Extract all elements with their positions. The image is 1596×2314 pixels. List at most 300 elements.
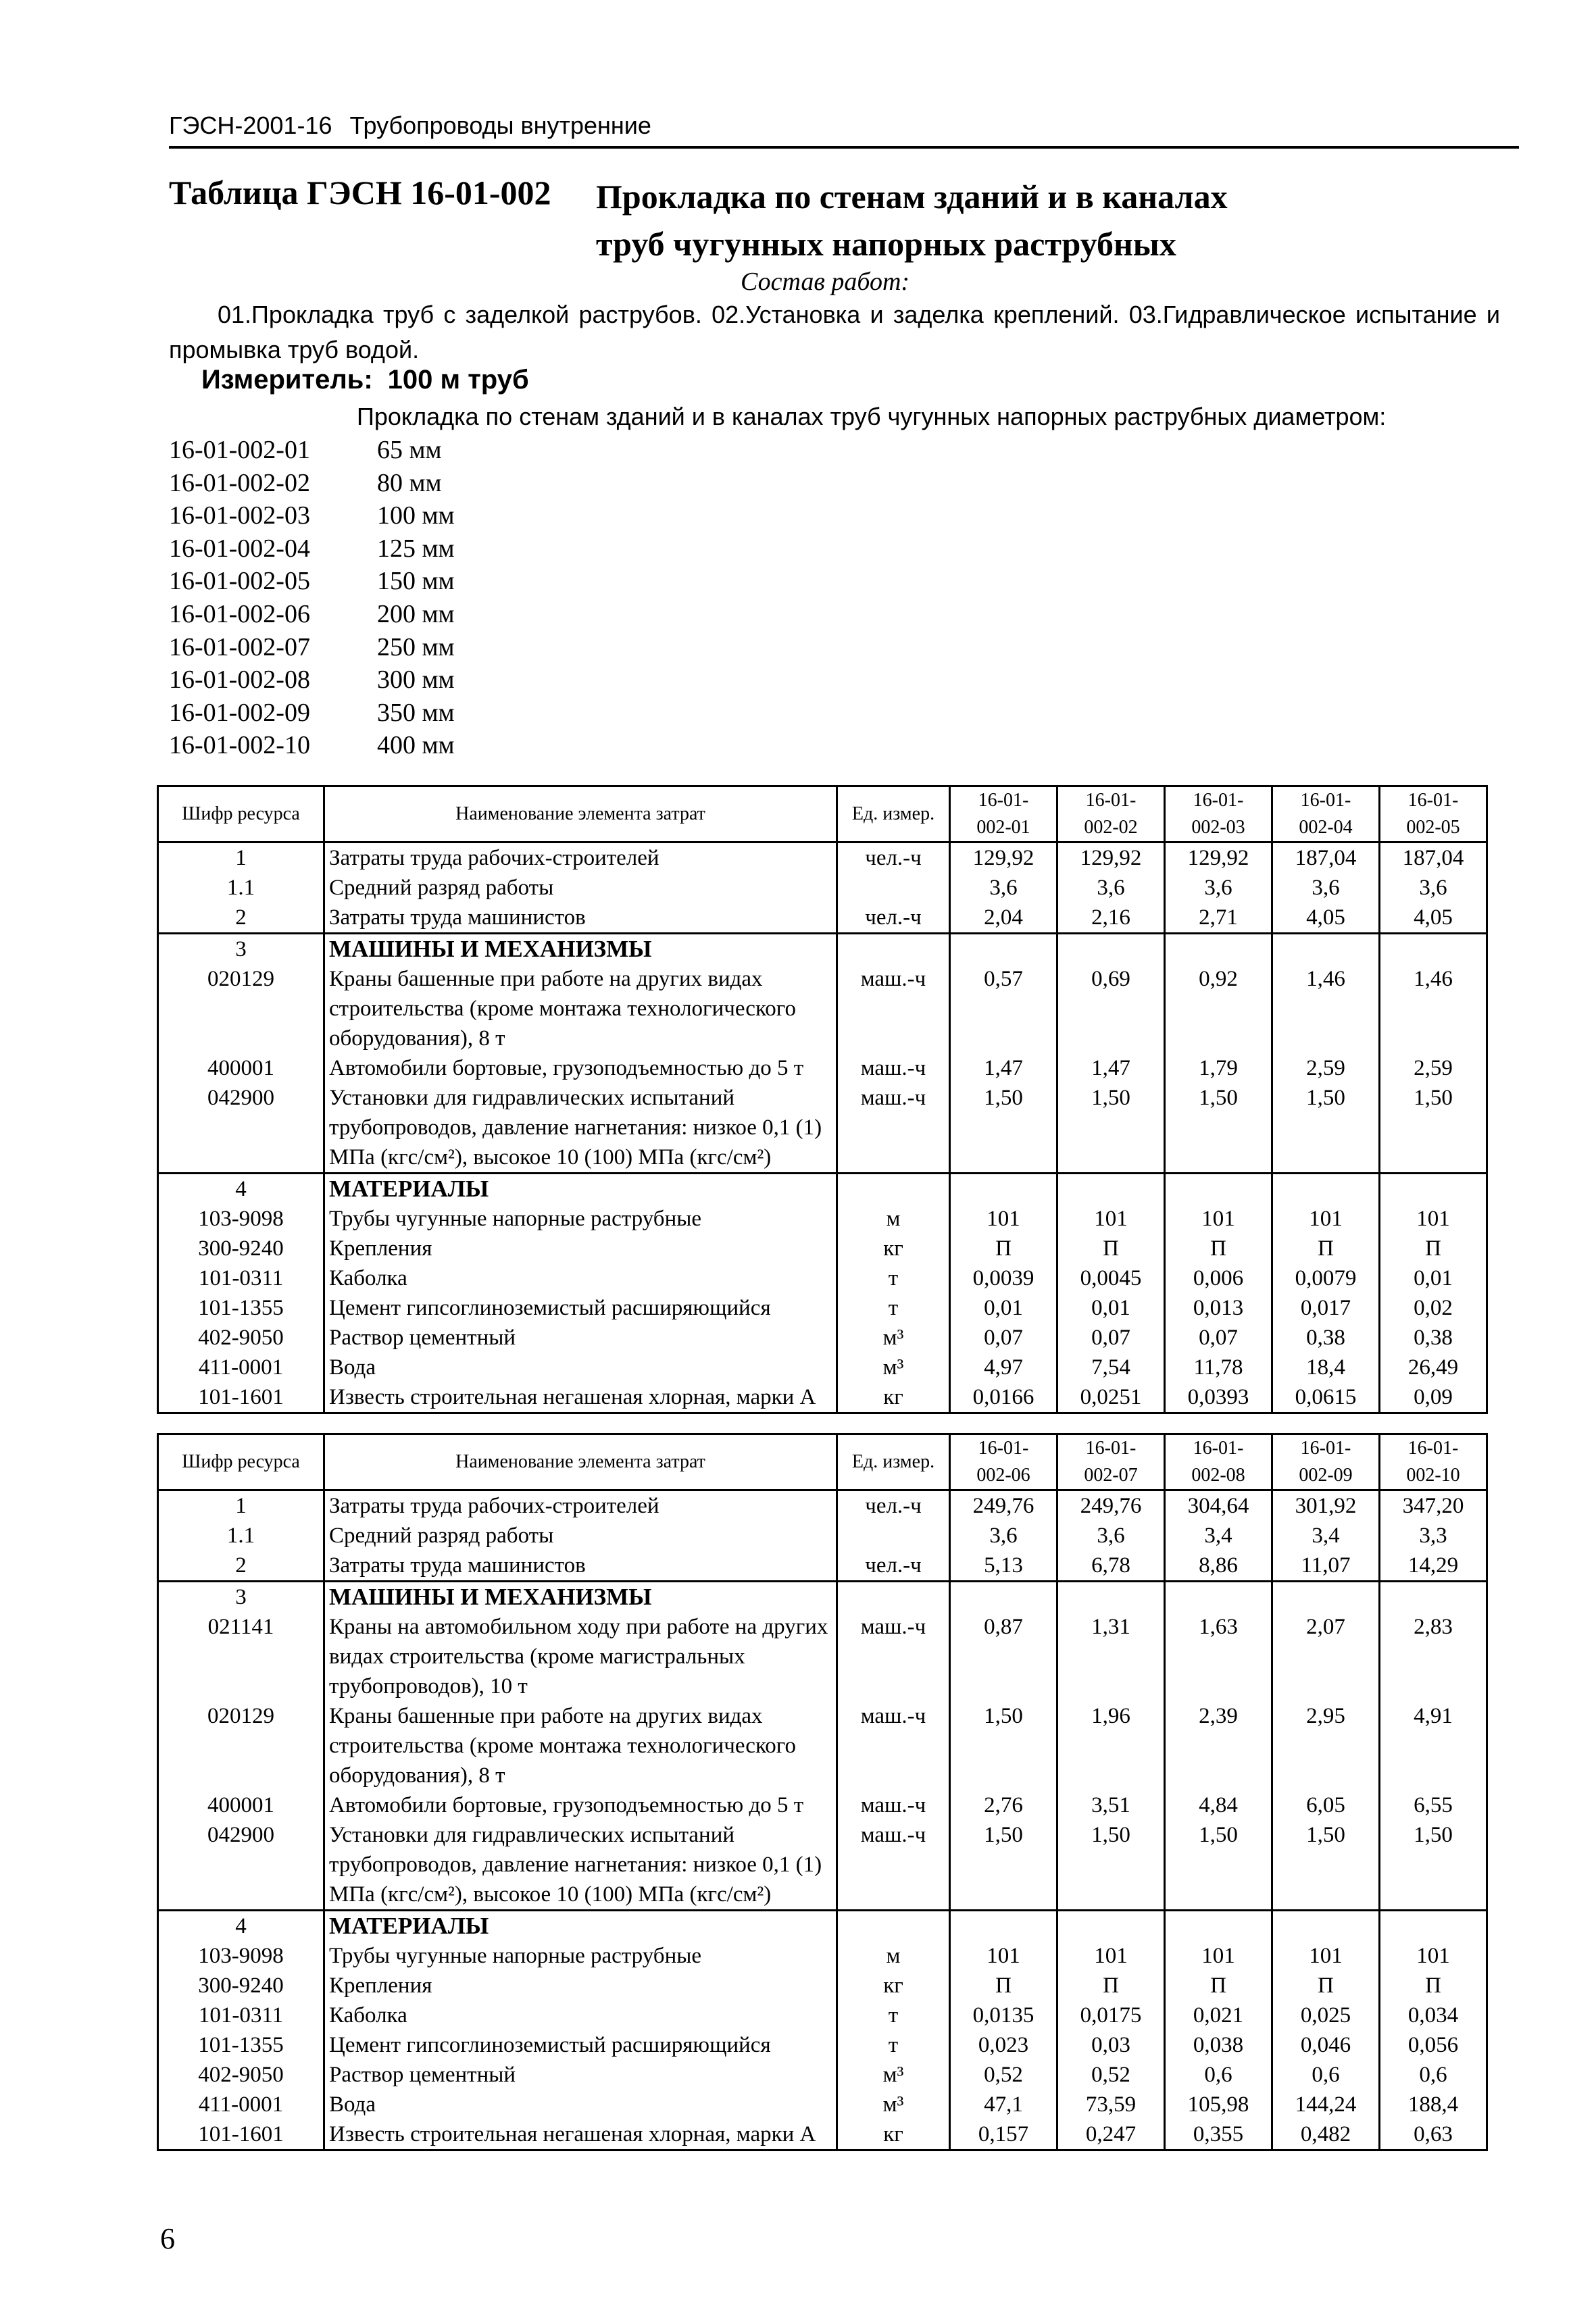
col-header-code: Шифр ресурса [158,1434,324,1490]
norm-value: П [1272,1234,1380,1263]
norm-value: 4,97 [950,1353,1057,1382]
cost-element-name: Каболка [324,2001,837,2030]
norm-code: 16-01-002-02 [169,468,310,497]
cost-element-name: Затраты труда машинистов [324,903,837,934]
norm-value: 0,056 [1380,2030,1487,2060]
norm-value [1380,1911,1487,1942]
norm-value: 1,47 [950,1053,1057,1083]
norm-value: 129,92 [1057,842,1165,874]
norm-value: 188,4 [1380,2090,1487,2119]
norm-value: 0,0135 [950,2001,1057,2030]
norm-value: 3,6 [1272,873,1380,903]
norm-value: 3,6 [1057,873,1165,903]
table-row [158,873,1487,903]
measure-value: 100 м труб [387,365,529,395]
code-list-item [169,467,455,500]
cost-element-name: Крепления [324,1971,837,2001]
cost-element-name: Затраты труда машинистов [324,1551,837,1582]
table-row [158,2001,1487,2030]
norm-value: 0,247 [1057,2119,1165,2150]
section-row [158,1911,1487,1942]
norm-value: 3,4 [1165,1521,1272,1551]
norm-value [950,1911,1057,1942]
norm-value: П [1165,1234,1272,1263]
resource-code: 103-9098 [158,1941,324,1971]
cost-element-name: Затраты труда рабочих-строителей [324,842,837,874]
unit: м³ [837,2060,950,2090]
unit: маш.-ч [837,1612,950,1701]
resource-code: 400001 [158,1053,324,1083]
resource-code: 020129 [158,964,324,1053]
norm-value: 0,52 [950,2060,1057,2090]
norm-value [1165,1911,1272,1942]
norm-value: 1,47 [1057,1053,1165,1083]
measure-line [201,365,529,395]
norm-code-part: 16-01- [1300,1438,1351,1459]
norm-code: 16-01-002-05 [169,567,310,596]
norm-value: 1,50 [1272,1083,1380,1174]
unit: кг [837,1971,950,2001]
section-row [158,1582,1487,1613]
table-row [158,1293,1487,1323]
cost-element-name: Трубы чугунные напорные раструбные [324,1941,837,1971]
norm-value: 2,59 [1272,1053,1380,1083]
norm-value: 0,6 [1380,2060,1487,2090]
cost-element-name: Вода [324,2090,837,2119]
resource-code: 2 [158,1551,324,1582]
norm-value: 0,07 [1057,1323,1165,1353]
norm-value: 129,92 [950,842,1057,874]
norm-value: 0,482 [1272,2119,1380,2150]
norm-value: 304,64 [1165,1490,1272,1521]
norm-value [1057,1582,1165,1613]
table-row [158,1234,1487,1263]
resource-code: 042900 [158,1820,324,1911]
norm-value: 73,59 [1057,2090,1165,2119]
norm-value: 6,55 [1380,1790,1487,1820]
resource-code: 042900 [158,1083,324,1174]
norm-value [1057,1174,1165,1205]
norm-value: 4,84 [1165,1790,1272,1820]
norm-code: 16-01-002-04 [169,534,310,563]
norm-value: 0,01 [1380,1263,1487,1293]
running-header-code: ГЭСН-2001-16 [169,111,332,139]
norm-value [950,934,1057,965]
cost-element-name: Крепления [324,1234,837,1263]
norm-value: 0,38 [1380,1323,1487,1353]
work-composition-text: 01.Прокладка труб с заделкой раструбов. 02.Установка и заделка креплений. 03.Гидравлическое испытание и промывка труб водой. [169,301,1500,363]
norm-value: П [950,1971,1057,2001]
table-row [158,1551,1487,1582]
cost-element-name: Автомобили бортовые, грузоподъемностью до 5 т [324,1790,837,1820]
unit: маш.-ч [837,1820,950,1911]
norm-value: 0,6 [1165,2060,1272,2090]
norm-code: 16-01-002-09 [169,698,310,727]
table-row [158,964,1487,1053]
title-line: труб чугунных напорных раструбных [596,225,1176,263]
code-list-item [169,499,455,532]
norm-code: 16-01-002-08 [169,665,310,695]
unit: т [837,1293,950,1323]
norm-value: 7,54 [1057,1353,1165,1382]
resource-code: 4 [158,1911,324,1942]
norm-value: 2,95 [1272,1701,1380,1790]
norm-value: 2,16 [1057,903,1165,934]
norm-value: 0,157 [950,2119,1057,2150]
norm-value [1272,1582,1380,1613]
table-row [158,2060,1487,2090]
resource-code: 101-1355 [158,1293,324,1323]
norm-code-list [169,434,455,762]
norm-value: 101 [1057,1941,1165,1971]
norm-value [1380,1174,1487,1205]
resource-code: 101-1355 [158,2030,324,2060]
norm-value: 105,98 [1165,2090,1272,2119]
col-header-norm [1272,786,1380,842]
unit: м [837,1941,950,1971]
cost-element-name: Известь строительная негашеная хлорная, марки А [324,1382,837,1413]
norm-value: 0,046 [1272,2030,1380,2060]
section-row [158,934,1487,965]
norm-value: 3,4 [1272,1521,1380,1551]
col-header-name: Наименование элемента затрат [324,786,837,842]
norm-value: 1,46 [1272,964,1380,1053]
cost-element-name: Установки для гидравлических испытаний трубопроводов, давление нагнетания: низкое 0,1 (1) МПа (кгс/см²), высокое 10 (100) МПа (кгс/см²) [324,1083,837,1174]
norm-value: 0,07 [950,1323,1057,1353]
norm-value: 3,51 [1057,1790,1165,1820]
resource-code: 1.1 [158,873,324,903]
resource-code: 3 [158,1582,324,1613]
cost-element-name: МАШИНЫ И МЕХАНИЗМЫ [324,934,837,965]
norm-value: 0,92 [1165,964,1272,1053]
cost-element-name: Цемент гипсоглиноземистый расширяющийся [324,2030,837,2060]
norm-value: 0,38 [1272,1323,1380,1353]
table-row [158,842,1487,874]
norm-code-part: 16-01- [1407,790,1459,811]
norm-value: 3,6 [950,873,1057,903]
norm-value: 3,3 [1380,1521,1487,1551]
cost-element-name: МАШИНЫ И МЕХАНИЗМЫ [324,1582,837,1613]
resource-code: 2 [158,903,324,934]
resource-code: 103-9098 [158,1204,324,1234]
norm-value: 0,021 [1165,2001,1272,2030]
table-row [158,1204,1487,1234]
norm-code-part: 002-08 [1191,1465,1245,1486]
unit [837,873,950,903]
unit: маш.-ч [837,1701,950,1790]
norm-value: 1,50 [1165,1820,1272,1911]
norm-value: 0,017 [1272,1293,1380,1323]
resource-code: 300-9240 [158,1234,324,1263]
norm-value: 11,07 [1272,1551,1380,1582]
pipe-diameter: 150 мм [377,567,455,596]
running-header-section: Трубопроводы внутренние [349,111,651,139]
norm-value: 0,025 [1272,2001,1380,2030]
table-row [158,1353,1487,1382]
table-row [158,1521,1487,1551]
table-row [158,1053,1487,1083]
resource-code: 021141 [158,1612,324,1701]
cost-element-name: МАТЕРИАЛЫ [324,1174,837,1205]
norm-value: 0,0393 [1165,1382,1272,1413]
norm-value: 1,50 [1380,1820,1487,1911]
norm-code-part: 002-09 [1299,1465,1353,1486]
table-row [158,1820,1487,1911]
norm-value: 0,01 [1057,1293,1165,1323]
resource-code: 3 [158,934,324,965]
norm-code: 16-01-002-10 [169,731,310,760]
cost-element-name: Каболка [324,1263,837,1293]
norm-value: 0,0251 [1057,1382,1165,1413]
norm-value: 3,6 [1165,873,1272,903]
cost-element-name: Трубы чугунные напорные раструбные [324,1204,837,1234]
cost-element-name: Краны башенные при работе на других видах строительства (кроме монтажа технологического оборудования), 8 т [324,1701,837,1790]
unit: м³ [837,1353,950,1382]
norm-value: 301,92 [1272,1490,1380,1521]
unit [837,1174,950,1205]
cost-element-name: Краны башенные при работе на других видах строительства (кроме монтажа технологического оборудования), 8 т [324,964,837,1053]
norm-value: 2,39 [1165,1701,1272,1790]
norm-value: 11,78 [1165,1353,1272,1382]
work-composition-heading: Состав работ: [741,268,910,296]
cost-element-name: Цемент гипсоглиноземистый расширяющийся [324,1293,837,1323]
norm-value: 2,04 [950,903,1057,934]
col-header-norm [1057,1434,1165,1490]
norm-value: 0,87 [950,1612,1057,1701]
resource-code: 020129 [158,1701,324,1790]
cost-element-name: Раствор цементный [324,2060,837,2090]
norm-value [1057,934,1165,965]
norm-value: 1,50 [950,1820,1057,1911]
resource-code: 402-9050 [158,2060,324,2090]
norm-value: 3,6 [1380,873,1487,903]
norm-value [1272,1911,1380,1942]
norm-value [1272,1174,1380,1205]
norm-value: П [1380,1234,1487,1263]
norm-value: 47,1 [950,2090,1057,2119]
norm-value: П [1272,1971,1380,2001]
norm-value: 26,49 [1380,1353,1487,1382]
norm-value: 2,76 [950,1790,1057,1820]
unit: м³ [837,1323,950,1353]
cost-table-2 [157,1433,1488,2151]
norm-code: 16-01-002-01 [169,436,310,464]
running-header [169,111,1520,140]
code-list-item [169,663,455,697]
unit: чел.-ч [837,842,950,874]
unit: т [837,2030,950,2060]
norm-code-part: 002-07 [1084,1465,1138,1486]
norm-value: 129,92 [1165,842,1272,874]
norm-value: 0,0039 [950,1263,1057,1293]
norm-value: 1,50 [1057,1083,1165,1174]
col-header-norm [1380,1434,1487,1490]
cost-element-name: Средний разряд работы [324,1521,837,1551]
norm-code-part: 16-01- [1193,790,1244,811]
table-row [158,903,1487,934]
table-row [158,1323,1487,1353]
norm-value: 1,50 [950,1083,1057,1174]
table-row [158,1612,1487,1701]
unit: маш.-ч [837,1053,950,1083]
norm-value: 1,50 [950,1701,1057,1790]
pipe-diameter: 100 мм [377,501,455,530]
norm-value: П [1057,1971,1165,2001]
norm-value: 2,83 [1380,1612,1487,1701]
unit: т [837,1263,950,1293]
norm-value: 101 [1165,1941,1272,1971]
norm-value: 187,04 [1380,842,1487,874]
norm-value: 0,6 [1272,2060,1380,2090]
unit: м [837,1204,950,1234]
norm-code-part: 16-01- [1407,1438,1459,1459]
table-row [158,1971,1487,2001]
norm-value: 0,03 [1057,2030,1165,2060]
table-row [158,1083,1487,1174]
cost-element-name: Установки для гидравлических испытаний трубопроводов, давление нагнетания: низкое 0,1 (1) МПа (кгс/см²), высокое 10 (100) МПа (кгс/см²) [324,1820,837,1911]
col-header-unit: Ед. измер. [837,1434,950,1490]
norm-value: 0,07 [1165,1323,1272,1353]
norm-code: 16-01-002-07 [169,632,310,661]
pipe-diameter: 200 мм [377,599,455,628]
norm-code-part: 002-05 [1406,817,1460,838]
norm-value: 0,0166 [950,1382,1057,1413]
code-list-item [169,565,455,598]
norm-value: 0,69 [1057,964,1165,1053]
norm-code-part: 002-01 [976,817,1030,838]
norm-value: 0,0615 [1272,1382,1380,1413]
norm-value: П [1380,1971,1487,2001]
norm-value: 0,006 [1165,1263,1272,1293]
norm-value: 101 [950,1941,1057,1971]
cost-table-1 [157,785,1488,1414]
unit: чел.-ч [837,903,950,934]
norm-value: 0,02 [1380,1293,1487,1323]
table-row [158,2119,1487,2150]
unit: м³ [837,2090,950,2119]
diameter-intro: Прокладка по стенам зданий и в каналах труб чугунных напорных раструбных диаметром: [357,403,1387,430]
norm-value [1380,1582,1487,1613]
cost-element-name: Вода [324,1353,837,1382]
cost-element-name: Раствор цементный [324,1323,837,1353]
norm-value: 1,50 [1380,1083,1487,1174]
norm-value [950,1582,1057,1613]
norm-value: 101 [1057,1204,1165,1234]
norm-value: 1,50 [1165,1083,1272,1174]
cost-element-name: Краны на автомобильном ходу при работе на других видах строительства (кроме магистральных трубопроводов), 10 т [324,1612,837,1701]
norm-value: 101 [1380,1204,1487,1234]
norm-value: 101 [950,1204,1057,1234]
norm-value: П [1165,1971,1272,2001]
resource-code: 1 [158,842,324,874]
table-row [158,1790,1487,1820]
pipe-diameter: 80 мм [377,468,442,497]
resource-code: 400001 [158,1790,324,1820]
unit: чел.-ч [837,1551,950,1582]
norm-value: 0,355 [1165,2119,1272,2150]
norm-value [950,1174,1057,1205]
norm-value [1165,934,1272,965]
unit: т [837,2001,950,2030]
norm-value: 8,86 [1165,1551,1272,1582]
norm-value: 5,13 [950,1551,1057,1582]
resource-code: 101-0311 [158,2001,324,2030]
resource-code: 402-9050 [158,1323,324,1353]
norm-value: 101 [1272,1941,1380,1971]
pipe-diameter: 300 мм [377,665,455,695]
unit: маш.-ч [837,1083,950,1174]
norm-value: 101 [1380,1941,1487,1971]
norm-value: 0,0079 [1272,1263,1380,1293]
norm-value: 249,76 [1057,1490,1165,1521]
norm-code: 16-01-002-06 [169,599,310,628]
norm-value: 2,59 [1380,1053,1487,1083]
header-row [158,1434,1487,1490]
norm-code-part: 002-06 [976,1465,1030,1486]
norm-value: 3,6 [1057,1521,1165,1551]
title-line: Прокладка по стенам зданий и в каналах [596,178,1228,216]
norm-value: П [950,1234,1057,1263]
cost-element-name: Средний разряд работы [324,873,837,903]
unit [837,1582,950,1613]
resource-code: 1 [158,1490,324,1521]
norm-value: 1,31 [1057,1612,1165,1701]
table-row [158,2090,1487,2119]
norm-value: 1,96 [1057,1701,1165,1790]
col-header-unit: Ед. измер. [837,786,950,842]
norm-value: 101 [1272,1204,1380,1234]
norm-value: 14,29 [1380,1551,1487,1582]
header-row [158,786,1487,842]
norm-value: 4,05 [1272,903,1380,934]
norm-value: П [1057,1234,1165,1263]
pipe-diameter: 65 мм [377,436,442,464]
norm-value: 347,20 [1380,1490,1487,1521]
cost-element-name: Затраты труда рабочих-строителей [324,1490,837,1521]
norm-value: 1,46 [1380,964,1487,1053]
norm-value [1165,1174,1272,1205]
col-header-norm [1165,786,1272,842]
unit: кг [837,1234,950,1263]
norm-code: 16-01-002-03 [169,501,310,530]
norm-value: 144,24 [1272,2090,1380,2119]
pipe-diameter: 125 мм [377,534,455,563]
norm-code-part: 002-02 [1084,817,1138,838]
norm-value: 0,09 [1380,1382,1487,1413]
norm-value: 101 [1165,1204,1272,1234]
norm-value: 0,023 [950,2030,1057,2060]
norm-value: 4,91 [1380,1701,1487,1790]
unit: маш.-ч [837,1790,950,1820]
norm-code-part: 002-04 [1299,817,1353,838]
resource-code: 101-0311 [158,1263,324,1293]
norm-code-part: 16-01- [1300,790,1351,811]
header-rule [169,146,1519,149]
norm-value [1380,934,1487,965]
norm-value: 0,0175 [1057,2001,1165,2030]
code-list-item [169,697,455,730]
table-row [158,1941,1487,1971]
col-header-norm [1057,786,1165,842]
norm-value: 1,50 [1057,1820,1165,1911]
norm-code-part: 16-01- [978,1438,1029,1459]
unit [837,1911,950,1942]
norm-value: 0,63 [1380,2119,1487,2150]
pipe-diameter: 400 мм [377,731,455,760]
resource-code: 4 [158,1174,324,1205]
code-list-item [169,729,455,762]
norm-value: 0,57 [950,964,1057,1053]
